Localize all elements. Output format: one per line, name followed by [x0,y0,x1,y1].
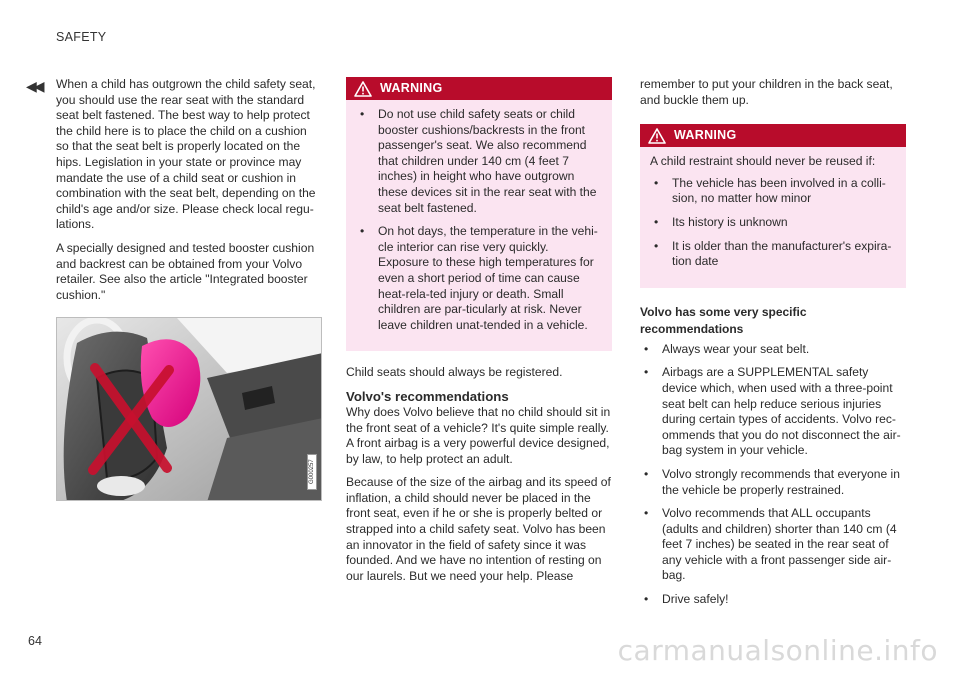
recommendations-list [640,342,906,608]
list-item: • The vehicle has been involved in a colli-sion, no matter how minor [650,176,896,207]
list-item: • It is older than the manufacturer's expira-tion date [650,239,896,270]
watermark: carmanualsonline.info [617,634,938,667]
warning-title: WARNING [380,80,443,95]
warning-body [346,100,612,351]
column-right [640,77,906,616]
list-item: • Always wear your seat belt. [640,342,906,358]
warning-body [640,147,906,288]
airbag-child-seat-illustration [56,317,322,501]
paragraph-outgrown-seat: When a child has outgrown the child safety seat, you should use the rear seat with the standard seat belt fastened. The best way to help protect the child here is to place the child on a cushion so that the seat belt is properly located on the hips. Legislation in your state or province may mandate the use of a child seat or cushion in combination with the seat belt, depending on the child's age and/or size. Please check local regu-lations. [56,77,316,232]
warning-triangle-icon [354,81,372,97]
list-item: • Volvo recommends that ALL occupants (adults and children) shorter than 140 cm (4 feet 7 inches) be seated in the rear seat of any vehicle with a front passenger side air-bag. [640,506,906,584]
warning-header [346,77,612,100]
paragraph-back-seat: remember to put your children in the back seat, and buckle them up. [640,77,893,107]
warning-intro: A child restraint should never be reused if: [650,154,876,169]
list-item: • On hot days, the temperature in the vehi-cle interior can rise very quickly. Exposure to these high temperatures for even a short period of time can cause heat-rela-ted injury or death. Small children are par-ticularly at risk. Never leave children unat-tended in a vehicle. [356,224,602,333]
paragraph-front-seat-why: Why does Volvo believe that no child should sit in the front seat of a vehicle? It's quite simple really. A front airbag is a very powerful device designed, by law, to help protect an adult. [346,404,611,466]
warning-triangle-icon [648,128,666,144]
list-item: • Do not use child safety seats or child booster cushions/backrests in the front passenger's seat. We also recommend that children under 140 cm (4 feet 7 inches) in height who have outgrown these devices sit in the rear seat with the seat belt fastened. [356,107,602,216]
list-item: • Airbags are a SUPPLEMENTAL safety device which, when used with a three-point seat belt can help reduce serious injuries during certain types of accidents. Volvo rec-ommends that you do not disconnect the air-bag system in your vehicle. [640,365,906,459]
column-left [56,77,322,501]
back-arrows-icon[interactable]: ◀◀ [26,78,42,94]
paragraph-registered: Child seats should always be registered. [346,365,563,380]
warning-box-reuse [640,124,906,288]
column-middle [346,77,612,592]
subheading-specific-recommendations: Volvo has some very specific recommendations [640,304,807,336]
list-item: • Its history is unknown [650,215,896,231]
page-number: 64 [28,634,42,648]
figure-code: G000257 [307,454,317,490]
section-header: SAFETY [56,30,107,44]
warning-header [640,124,906,147]
warning-box-front-seat [346,77,612,351]
heading-volvo-recommendations: Volvo's recommendations [346,388,509,404]
warning-list [356,107,602,333]
airbag-illustration-graphic [57,318,322,501]
list-item: • Volvo strongly recommends that everyone in the vehicle be properly restrained. [640,467,906,498]
list-item: • Drive safely! [640,592,906,608]
warning-list [650,176,896,270]
warning-title: WARNING [674,127,737,142]
paragraph-booster-cushion: A specially designed and tested booster cushion and backrest can be obtained from your Volvo retailer. See also the article "Integrated booster cushion." [56,240,315,302]
paragraph-airbag-size: Because of the size of the airbag and its speed of inflation, a child should never be placed in the front seat, even if he or she is properly belted or strapped into a child safety seat. Volvo has been an innovator in the field of safety since it was founded. And we have no intention of resting on our laurels. But we need your help. Please [346,475,611,583]
